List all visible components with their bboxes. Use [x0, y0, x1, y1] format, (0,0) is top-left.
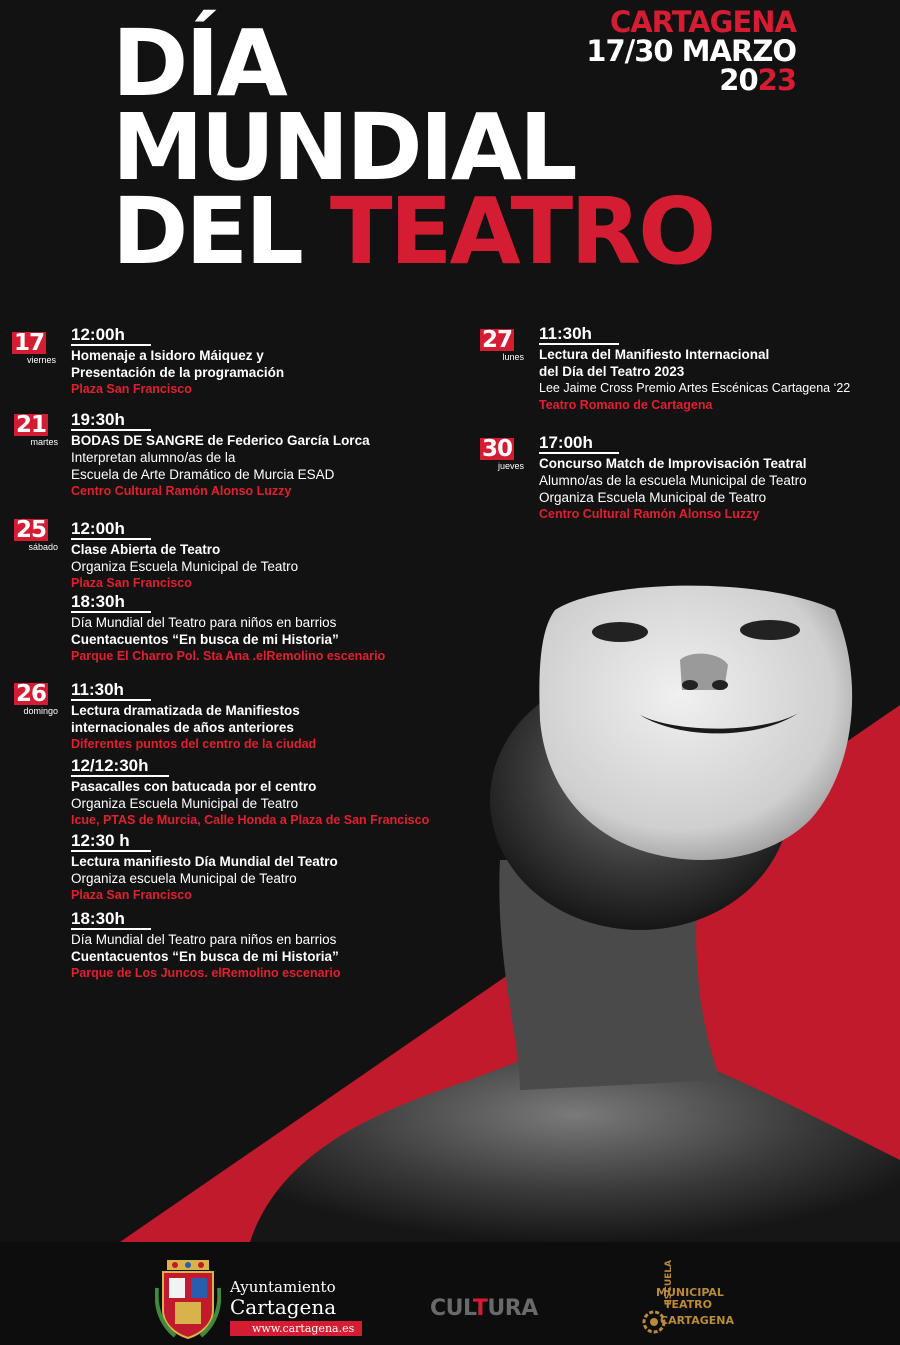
- ayuntamiento-logo: [230, 1278, 362, 1336]
- cartagena-label: Cartagena: [230, 1295, 337, 1319]
- website-url[interactable]: www.cartagena.es: [230, 1321, 362, 1336]
- title-line-3: [112, 178, 714, 285]
- event-time: 11:30h: [539, 324, 619, 345]
- event-place: Plaza San Francisco: [71, 576, 192, 590]
- event-title: Homenaje a Isidoro Máiquez y: [71, 348, 264, 363]
- event-title: Lectura manifiesto Día Mundial del Teatro: [71, 854, 338, 869]
- event-title: Concurso Match de Improvisación Teatral: [539, 456, 807, 471]
- event-place: Icue, PTAS de Murcia, Calle Honda a Plaza de San Francisco: [71, 813, 430, 827]
- event-place: Plaza San Francisco: [71, 382, 192, 396]
- day-name: viernes: [26, 355, 56, 365]
- event-title: internacionales de años anteriores: [71, 720, 294, 735]
- event-time: 18:30h: [71, 909, 151, 930]
- event-title: Lectura del Manifiesto Internacional: [539, 347, 770, 362]
- cultura-part: URA: [487, 1296, 538, 1321]
- cultura-part: T: [472, 1296, 488, 1321]
- cultura-part: CUL: [430, 1296, 473, 1321]
- year-part-b: 23: [757, 63, 796, 97]
- event-place: Centro Cultural Ramón Alonso Luzzy: [71, 484, 292, 498]
- day-badge-25: [14, 519, 58, 552]
- event-27: [539, 324, 850, 414]
- event-place: Parque El Charro Pol. Sta Ana .elRemolino escenario: [71, 649, 386, 663]
- day-number: 30: [482, 436, 513, 462]
- event-25b: [71, 592, 385, 665]
- day-name: martes: [30, 437, 58, 447]
- title-del: DEL: [112, 178, 301, 285]
- cultura-logo: [430, 1296, 538, 1321]
- event-note: Lee Jaime Cross Premio Artes Escénicas Cartagena ‘22: [539, 381, 851, 395]
- gear-icon: [640, 1308, 668, 1336]
- event-time: 12:00h: [71, 325, 151, 346]
- day-number: 27: [482, 327, 513, 353]
- day-badge-26: [14, 683, 58, 716]
- day-number: 25: [16, 517, 47, 543]
- title-line-1: DÍA: [112, 10, 285, 117]
- event-note: Día Mundial del Teatro para niños en barrios: [71, 615, 337, 630]
- event-note: Interpretan alumno/as de la: [71, 450, 236, 465]
- event-note: Día Mundial del Teatro para niños en barrios: [71, 932, 337, 947]
- title-teatro: TEATRO: [329, 178, 714, 285]
- event-title: Lectura dramatizada de Manifiestos: [71, 703, 300, 718]
- day-name: domingo: [23, 706, 58, 716]
- event-time: 12:00h: [71, 519, 151, 540]
- event-place: Diferentes puntos del centro de la ciudad: [71, 737, 317, 751]
- event-time: 12:30 h: [71, 831, 151, 852]
- day-name: jueves: [497, 461, 524, 471]
- title-line-2: MUNDIAL: [112, 94, 575, 201]
- event-title: Clase Abierta de Teatro: [71, 542, 221, 557]
- event-title: BODAS DE SANGRE de Federico García Lorca: [71, 433, 370, 448]
- day-badge-27: [480, 329, 524, 362]
- event-time: 19:30h: [71, 410, 151, 431]
- event-title: Presentación de la programación: [71, 365, 285, 380]
- day-badge-21: [14, 414, 58, 447]
- event-25a: [71, 519, 298, 592]
- event-note: Escuela de Arte Dramático de Murcia ESAD: [71, 467, 335, 482]
- event-title: Cuentacuentos “En busca de mi Historia”: [71, 632, 339, 647]
- event-note: Alumno/as de la escuela Municipal de Teatro: [539, 473, 807, 488]
- cartagena-coat-of-arms-icon: [155, 1258, 221, 1340]
- day-badge-30: [480, 438, 524, 471]
- event-30: [539, 433, 807, 523]
- event-time: 11:30h: [71, 680, 151, 701]
- escuela-municipal-teatro-logo: [640, 1258, 734, 1338]
- day-name: sábado: [28, 542, 58, 552]
- event-note: Organiza Escuela Municipal de Teatro: [71, 559, 299, 574]
- event-26a: [71, 680, 316, 753]
- event-title: Cuentacuentos “En busca de mi Historia”: [71, 949, 339, 964]
- event-place: Parque de Los Juncos. elRemolino escenario: [71, 966, 341, 980]
- ayuntamiento-label: Ayuntamiento: [230, 1278, 336, 1296]
- event-title: del Día del Teatro 2023: [539, 364, 685, 379]
- day-number: 21: [16, 412, 47, 438]
- event-place: Plaza San Francisco: [71, 888, 192, 902]
- event-title: Pasacalles con batucada por el centro: [71, 779, 317, 794]
- event-note: Organiza escuela Municipal de Teatro: [71, 871, 297, 886]
- event-17: [71, 325, 284, 398]
- event-26b: [71, 756, 429, 829]
- event-time: 18:30h: [71, 592, 151, 613]
- event-21: [71, 410, 370, 500]
- event-note: Organiza Escuela Municipal de Teatro: [539, 490, 767, 505]
- emt-municipal: MUNICIPAL: [656, 1286, 724, 1299]
- event-26c: [71, 831, 338, 904]
- day-number: 26: [16, 681, 47, 707]
- event-note: Organiza Escuela Municipal de Teatro: [71, 796, 299, 811]
- year: [586, 63, 796, 97]
- city-dates-block: [586, 5, 796, 97]
- emt-vertical-label: ESCUELA: [664, 1260, 674, 1306]
- day-name: lunes: [502, 352, 524, 362]
- event-26d: [71, 909, 341, 982]
- city-name: CARTAGENA: [609, 5, 796, 39]
- day-badge-17: [12, 332, 56, 365]
- event-place: Centro Cultural Ramón Alonso Luzzy: [539, 507, 760, 521]
- emt-teatro: TEATRO: [664, 1298, 713, 1311]
- event-time: 17:00h: [539, 433, 619, 454]
- year-part-a: 20: [719, 63, 758, 97]
- date-range: 17/30 MARZO: [586, 34, 796, 68]
- event-place: Teatro Romano de Cartagena: [539, 398, 713, 412]
- day-number: 17: [14, 330, 45, 356]
- emt-cartagena: CARTAGENA: [660, 1314, 734, 1327]
- event-time: 12/12:30h: [71, 756, 169, 777]
